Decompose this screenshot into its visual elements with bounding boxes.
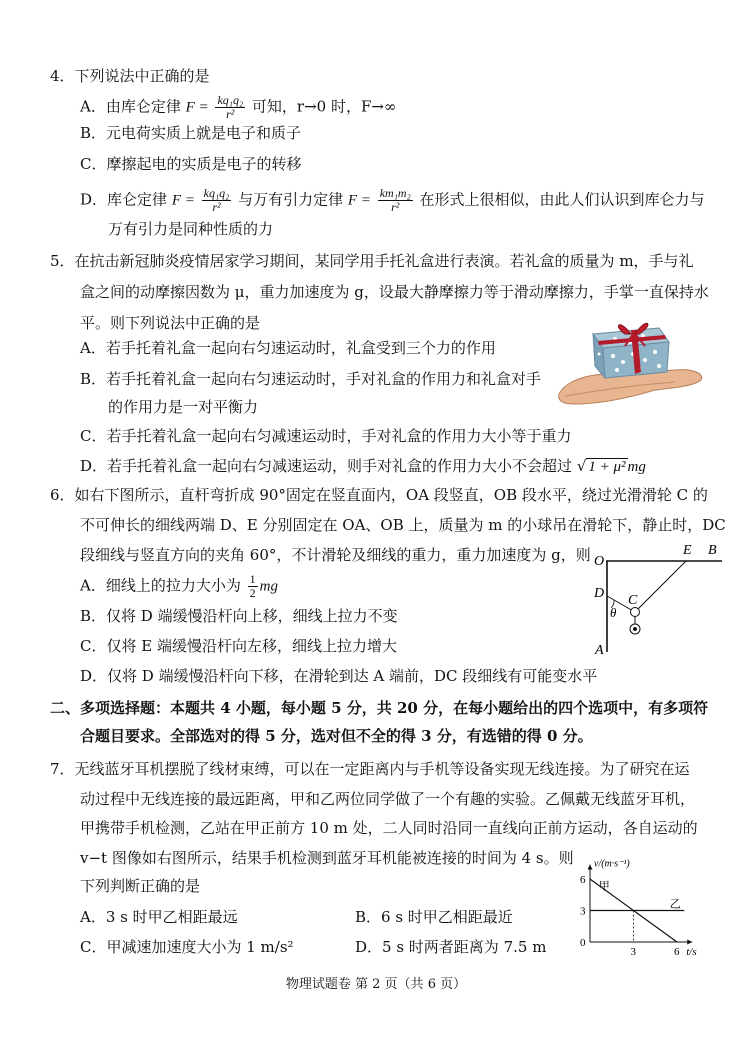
q7-stem-3: 甲携带手机检测，乙站在甲正前方 10 m 处，二人同时沿同一直线向正前方运动，各自运动的	[80, 819, 698, 837]
q7-stem-1: 7．无线蓝牙耳机摆脱了线材束缚，可以在一定距离内与手机等设备实现无线连接。为了研究在运	[50, 760, 690, 778]
q6-stem-3: 段细线与竖直方向的夹角 60°，不计滑轮及细线的重力，重力加速度为 g，则	[80, 546, 591, 564]
x-tick-label: 3	[630, 946, 636, 958]
vt-chart	[570, 848, 720, 958]
q5-option-b: B．若手托着礼盒一起向右匀速运动时，手对礼盒的作用力和礼盒对手	[80, 370, 542, 388]
q4-stem: 4．下列说法中正确的是	[50, 67, 210, 85]
q6-option-c: C．仅将 E 端缓慢沿杆向左移，细线上拉力增大	[80, 637, 397, 655]
gift-in-hand-image	[555, 312, 705, 408]
pulley-diagram	[588, 540, 726, 658]
q5-option-c: C．若手托着礼盒一起向右匀减速运动时，手对礼盒的作用力大小等于重力	[80, 427, 572, 445]
x-tick-label: 6	[674, 946, 680, 958]
label-E: E	[683, 543, 692, 558]
q5-stem-1: 5．在抗击新冠肺炎疫情居家学习期间，某同学用手托礼盒进行表演。若礼盒的质量为 m，手与礼	[50, 252, 694, 270]
q5-stem-2: 盒之间的动摩擦因数为 μ，重力加速度为 g，设最大静摩擦力等于滑动摩擦力，手掌一直保持水	[80, 283, 709, 301]
q4-option-c: C．摩擦起电的实质是电子的转移	[80, 155, 302, 173]
label-D: D	[594, 586, 605, 601]
q7-stem-2: 动过程中无线连接的最远距离，甲和乙两位同学做了一个有趣的实验。乙佩戴无线蓝牙耳机，	[80, 790, 696, 808]
q7-stem-5: 下列判断正确的是	[80, 877, 201, 895]
x-axis-arrow	[687, 940, 692, 945]
q7-option-c: C．甲减速加速度大小为 1 m/s²	[80, 938, 294, 956]
section2-heading-2: 合题目要求。全部选对的得 5 分，选对但不全的得 3 分，有选错的得 0 分。	[80, 727, 593, 745]
q7-option-a: A．3 s 时甲乙相距最远	[80, 908, 238, 926]
y-axis-label: v/(m·s⁻¹)	[594, 858, 630, 870]
q7-stem-4: v−t 图像如右图所示，结果手机检测到蓝牙耳机能被连接的时间为 4 s。则	[80, 849, 574, 867]
y-tick-label: 3	[580, 905, 586, 918]
q6-option-d: D．仅将 D 端缓慢沿杆向下移，在滑轮到达 A 端前，DC 段细线有可能变水平	[80, 667, 598, 685]
q5-option-b-cont: 的作用力是一对平衡力	[108, 398, 259, 416]
label-O: O	[594, 554, 605, 569]
series-label-yi: 乙	[669, 898, 681, 911]
label-A: A	[595, 643, 604, 658]
q4-option-a: A．由库仑定律 F = $\frac{\text{kq₁q₂}}{\text{r²}}$ 可知，r→0 时，F→∞	[80, 93, 397, 121]
y-tick-label: 6	[580, 874, 586, 886]
q7-option-d: D．5 s 时两者距离为 7.5 m	[355, 938, 547, 956]
q4-a-fraction: $\frac{\text{kq₁q₂}}{\text{r²}}$	[217, 93, 244, 121]
page-footer: 物理试题卷 第 2 页（共 6 页）	[285, 977, 467, 992]
q4-option-d: D．库仑定律 F = $\frac{\text{kq₁q₂}}{\text{r²}}$ 与万有引力定律 F = $\frac{\text{km₁m₂}}{\text{r²}}$ 在形式上很相似，由此人们认识到库仑力与	[80, 186, 705, 214]
q6-stem-2: 不可伸长的细线两端 D、E 分别固定在 OA、OB 上，质量为 m 的小球吊在滑轮下，静止时，DC	[80, 516, 726, 534]
x-axis-label: t/s	[686, 946, 697, 958]
series-label-jia: 甲	[598, 880, 610, 893]
q6-option-a: A．细线上的拉力大小为 $\frac{1}{2}$ mg	[80, 572, 278, 600]
label-B: B	[708, 543, 717, 558]
q6-stem-1: 6．如右下图所示，直杆弯折成 90°固定在竖直面内，OA 段竖直，OB 段水平，绕过光滑滑轮 C 的	[50, 486, 708, 504]
q5-option-d: D．若手托着礼盒一起向右匀减速运动，则手对礼盒的作用力大小不会超过 √ 1 + μ² mg	[80, 457, 646, 475]
q4-option-d-cont: 万有引力是同种性质的力	[108, 220, 274, 238]
y-tick-label: 0	[580, 937, 586, 949]
q4-option-b: B．元电荷实质上就是电子和质子	[80, 124, 302, 142]
section2-heading-1: 二、多项选择题：本题共 4 小题，每小题 5 分，共 20 分，在每小题给出的四个选项中，有多项符	[50, 699, 709, 717]
q5-option-a: A．若手托着礼盒一起向右匀速运动时，礼盒受到三个力的作用	[80, 339, 496, 357]
q5-stem-3: 平。则下列说法中正确的是	[80, 314, 261, 332]
label-theta: θ	[610, 605, 617, 620]
label-C: C	[628, 593, 638, 608]
q6-option-b: B．仅将 D 端缓慢沿杆向上移，细线上拉力不变	[80, 607, 398, 625]
q7-option-b: B．6 s 时甲乙相距最近	[355, 908, 513, 926]
y-axis-arrow	[588, 865, 593, 870]
